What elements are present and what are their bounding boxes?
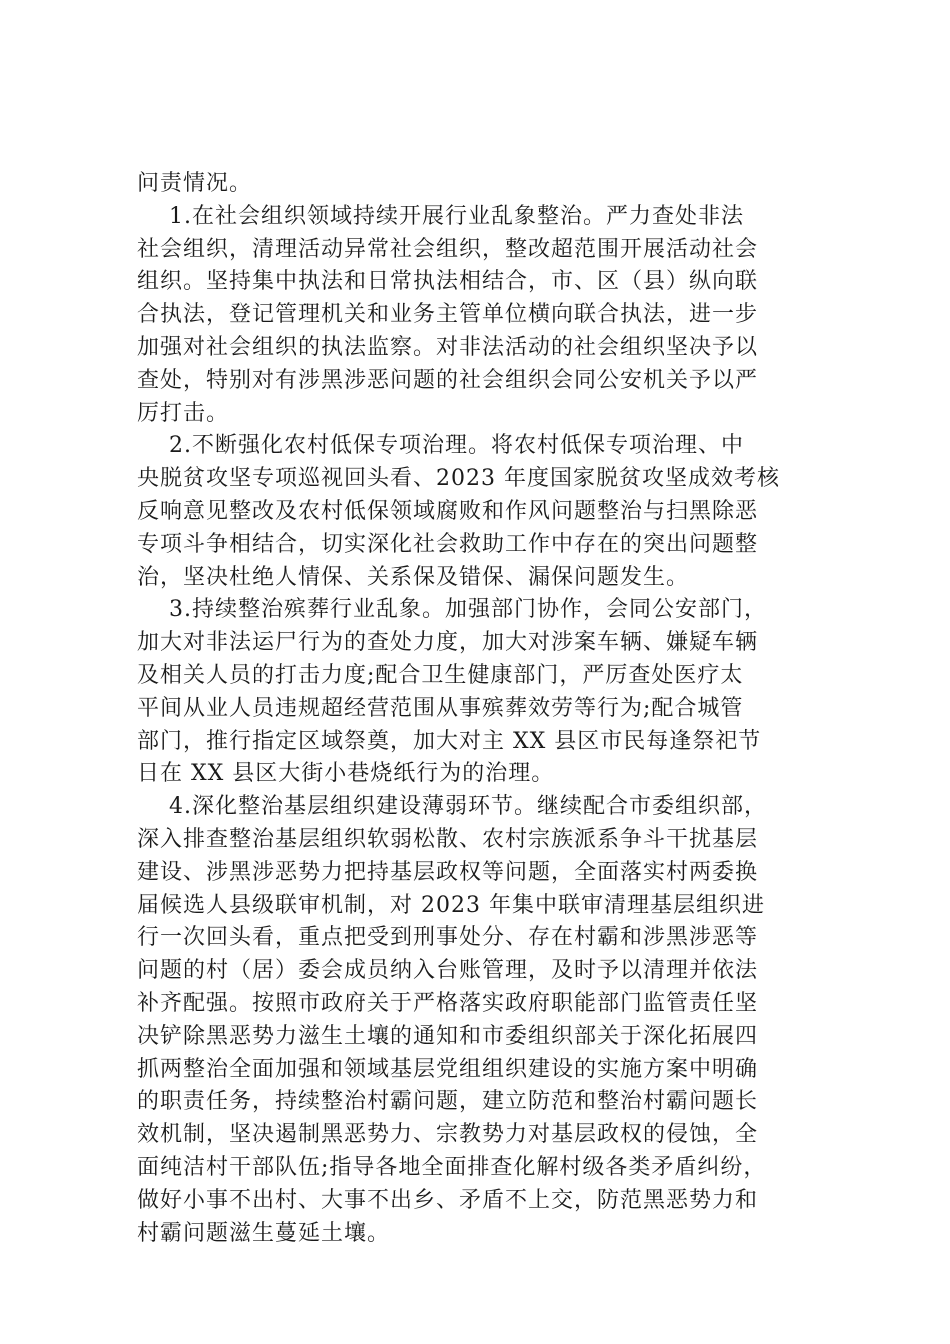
text-line: 效机制，坚决遏制黑恶势力、宗教势力对基层政权的侵蚀，全 — [137, 1122, 759, 1148]
text-line: 建设、涉黑涉恶势力把持基层政权等问题，全面落实村两委换 — [137, 859, 759, 885]
text-line: 社会组织，清理活动异常社会组织，整改超范围开展活动社会 — [137, 236, 759, 262]
text-line: 做好小事不出村、大事不出乡、矛盾不上交，防范黑恶势力和 — [137, 1187, 759, 1213]
text-line: 合执法，登记管理机关和业务主管单位横向联合执法，进一步 — [137, 302, 759, 328]
text-line: 平间从业人员违规超经营范围从事殡葬效劳等行为;配合城管 — [137, 695, 744, 721]
text-line: 1.在社会组织领域持续开展行业乱象整治。严力查处非法 — [137, 203, 744, 229]
text-line: 抓两整治全面加强和领域基层党组组织建设的实施方案中明确 — [137, 1056, 759, 1082]
text-line: 查处，特别对有涉黑涉恶问题的社会组织会同公安机关予以严 — [137, 367, 759, 393]
text-line: 面纯洁村干部队伍;指导各地全面排查化解村级各类矛盾纠纷， — [137, 1155, 767, 1180]
text-line: 2.不断强化农村低保专项治理。将农村低保专项治理、中 — [137, 433, 744, 459]
text-line: 问题的村（居）委会成员纳入台账管理，及时予以清理并依法 — [137, 958, 759, 984]
text-line: 央脱贫攻坚专项巡视回头看、2023 年度国家脱贫攻坚成效考核 — [137, 466, 780, 492]
text-line: 及相关人员的打击力度;配合卫生健康部门，严厉查处医疗太 — [137, 663, 744, 688]
text-line: 补齐配强。按照市政府关于严格落实政府职能部门监管责任坚 — [137, 991, 759, 1016]
text-line: 加强对社会组织的执法监察。对非法活动的社会组织坚决予以 — [137, 335, 759, 360]
text-line: 厉打击。 — [137, 400, 230, 426]
text-line: 3.持续整治殡葬行业乱象。加强部门协作，会同公安部门， — [137, 597, 767, 623]
text-line: 加大对非法运尸行为的查处力度，加大对涉案车辆、嫌疑车辆 — [137, 630, 759, 656]
text-line: 的职责任务，持续整治村霸问题，建立防范和整治村霸问题长 — [137, 1089, 759, 1115]
text-line: 行一次回头看，重点把受到刑事处分、存在村霸和涉黑涉恶等 — [137, 925, 759, 951]
text-line: 日在 XX 县区大街小巷烧纸行为的治理。 — [137, 761, 555, 787]
text-line: 反响意见整改及农村低保领域腐败和作风问题整治与扫黑除恶 — [137, 499, 759, 524]
text-line: 部门，推行指定区域祭奠，加大对主 XX 县区市民每逢祭祀节 — [137, 728, 762, 754]
text-line: 问责情况。 — [137, 171, 253, 196]
text-line: 届候选人县级联审机制，对 2023 年集中联审清理基层组织进 — [137, 892, 765, 918]
text-line: 村霸问题滋生蔓延土壤。 — [137, 1220, 391, 1246]
text-line: 治，坚决杜绝人情保、关系保及错保、漏保问题发生。 — [137, 564, 690, 590]
text-line: 决铲除黑恶势力滋生土壤的通知和市委组织部关于深化拓展四 — [137, 1023, 759, 1049]
text-line: 组织。坚持集中执法和日常执法相结合，市、区（县）纵向联 — [137, 269, 759, 295]
text-line: 4.深化整治基层组织建设薄弱环节。继续配合市委组织部， — [137, 794, 767, 820]
text-line: 专项斗争相结合，切实深化社会救助工作中存在的突出问题整 — [137, 531, 759, 557]
text-line: 深入排查整治基层组织软弱松散、农村宗族派系争斗干扰基层 — [137, 827, 759, 852]
